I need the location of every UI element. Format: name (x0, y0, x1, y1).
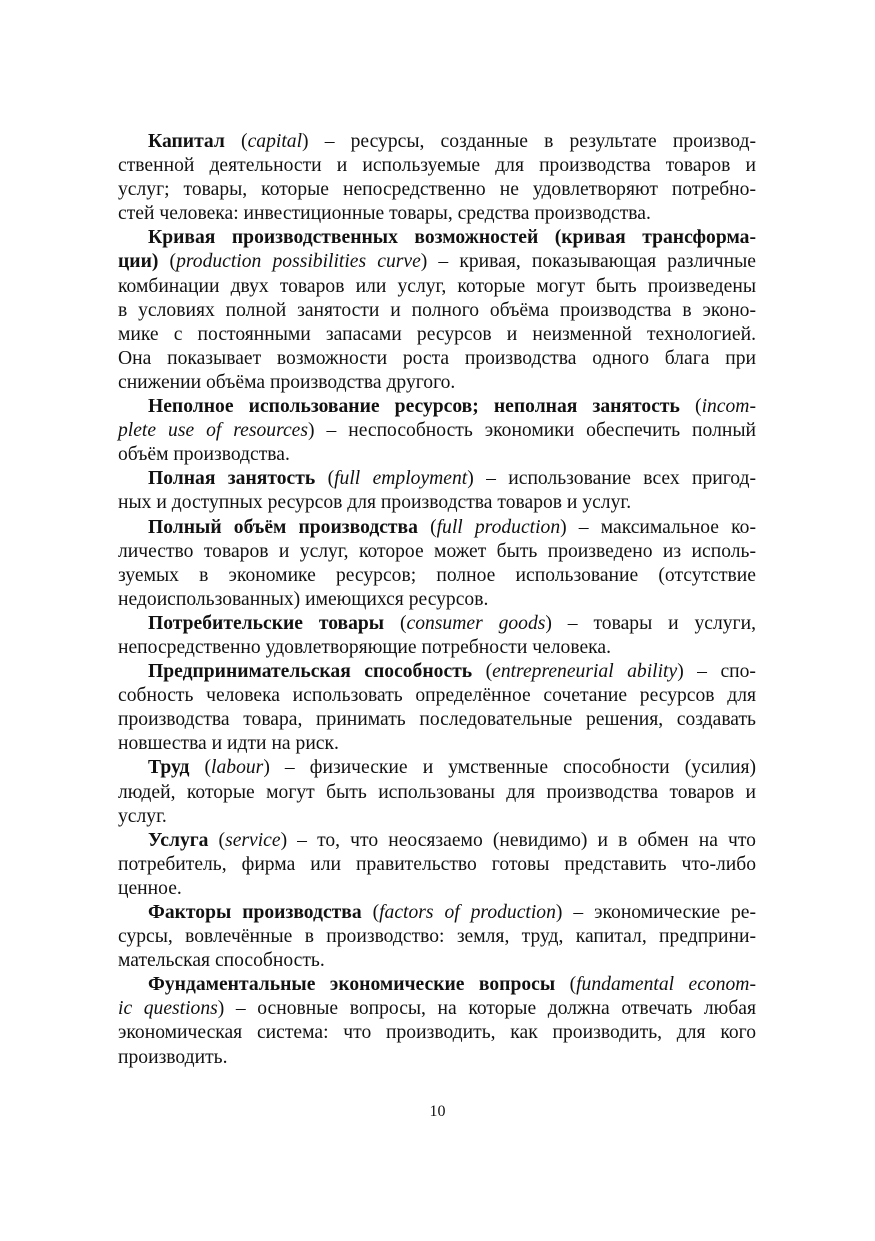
definition-text: ) – спо- (677, 661, 756, 683)
glossary-entry (118, 395, 756, 467)
definition-text: ( (384, 612, 407, 634)
text-line (118, 250, 756, 274)
definition-text: ственной деятельности и используемые для производства товаров и (118, 155, 756, 177)
english-term-italic: production possibilities curve (176, 251, 421, 273)
term-bold: Факторы производства (148, 902, 362, 923)
definition-text: новшества и идти на риск. (118, 733, 339, 755)
term-bold: Капитал (148, 131, 225, 152)
text-line (118, 516, 756, 540)
glossary-entry (118, 901, 756, 973)
definition-text: услуг. (118, 805, 167, 827)
page-number: 10 (429, 1103, 446, 1120)
definition-text: непосредственно удовлетворяющие потребности человека. (118, 636, 611, 658)
text-line (118, 154, 756, 178)
text-line (118, 853, 756, 877)
english-term-italic: factors of production (379, 902, 556, 923)
definition-text: ) – ресурсы, созданные в результате производ- (302, 131, 756, 152)
definition-text: ) – основные вопросы, на которые должна отвечать любая (217, 998, 756, 1020)
definition-text: объём производства. (118, 444, 290, 466)
glossary-entry (118, 130, 756, 226)
definition-text: ( (361, 902, 380, 923)
english-term-italic: incom- (701, 396, 756, 418)
glossary-entry (118, 829, 756, 901)
text-line (118, 949, 756, 973)
definition-text: в условиях полной занятости и полного объёма производства в эконо- (118, 299, 756, 321)
english-term-italic: full employment (334, 468, 468, 490)
definition-text: ( (679, 396, 702, 418)
term-bold: Полный объём производства (148, 516, 418, 538)
definition-text: ( (315, 468, 335, 490)
text-line (118, 997, 756, 1021)
text-line (118, 467, 756, 491)
text-line (118, 275, 756, 299)
definition-text: ) – товары и услуги, (545, 612, 756, 634)
glossary-entry (118, 660, 756, 756)
text-line (118, 130, 756, 154)
definition-text: ( (555, 974, 577, 996)
glossary-entry (118, 226, 756, 395)
definition-text: Она показывает возможности роста производства одного блага при (118, 347, 756, 369)
text-line (118, 178, 756, 202)
english-term-italic: full production (436, 516, 561, 538)
definition-text: услуг; товары, которые непосредственно не удовлетворяют потребно- (118, 179, 756, 201)
english-term-italic: plete use of resources (118, 420, 308, 442)
definition-text: зуемых в экономике ресурсов; полное использование (отсутствие (118, 564, 756, 586)
definition-text: ) – кривая, показывающая различные (420, 251, 756, 273)
definition-text: потребитель, фирма или правительство готовы представить что-либо (118, 853, 756, 875)
term-bold: Предпринимательская способность (148, 661, 473, 683)
definition-text: ) – физические и умственные способности (усилия) (263, 757, 756, 779)
text-line (118, 781, 756, 805)
definition-text: ) – использование всех пригод- (467, 468, 757, 490)
term-bold: Услуга (148, 829, 209, 851)
text-line (118, 1021, 756, 1045)
text-line (118, 636, 756, 660)
text-line (118, 395, 756, 419)
definition-text: ( (472, 661, 493, 683)
text-line (118, 660, 756, 684)
term-bold: Кривая производственных возможностей (кривая трансформа- (148, 227, 756, 249)
definition-text: сурсы, вовлечённые в производство: земля, труд, капитал, предприни- (118, 926, 756, 948)
definition-text: производства товара, принимать последовательные решения, создавать (118, 709, 756, 731)
glossary-entry (118, 612, 756, 660)
definition-text: ( (158, 251, 177, 273)
definition-text: комбинации двух товаров или услуг, которые могут быть произведены (118, 275, 756, 297)
text-line (118, 540, 756, 564)
text-line (118, 829, 756, 853)
text-line (118, 588, 756, 612)
text-line (118, 756, 756, 780)
english-term-italic: entrepreneurial ability (492, 661, 678, 683)
glossary-entry (118, 973, 756, 1069)
text-line (118, 973, 756, 997)
text-line (118, 226, 756, 250)
english-term-italic: service (225, 829, 281, 851)
text-line (118, 901, 756, 925)
term-bold: Полная занятость (148, 468, 316, 490)
definition-text: мике с постоянными запасами ресурсов и неизменной технологией. (118, 323, 756, 345)
text-line (118, 299, 756, 323)
english-term-italic: fundamental econom- (576, 974, 756, 996)
definition-text: собность человека использовать определённое сочетание ресурсов для (118, 685, 756, 707)
glossary-entry (118, 467, 756, 515)
definition-text: личество товаров и услуг, которое может быть произведено из исполь- (118, 540, 756, 562)
glossary-entry (118, 756, 756, 828)
text-line (118, 877, 756, 901)
definition-text: экономическая система: что производить, как производить, для кого (118, 1022, 756, 1044)
definition-text: ) – неспособность экономики обеспечить полный (308, 420, 756, 442)
definition-text: стей человека: инвестиционные товары, средства производства. (118, 203, 651, 225)
definition-text: ( (224, 131, 248, 152)
definition-text: снижении объёма производства другого. (118, 371, 456, 393)
english-term-italic: labour (211, 757, 264, 779)
english-term-italic: ic questions (118, 998, 218, 1020)
definition-text: людей, которые могут быть использованы для производства товаров и (118, 781, 756, 803)
definition-text: производить. (118, 1046, 228, 1068)
english-term-italic: capital (247, 131, 303, 152)
text-line (118, 202, 756, 226)
text-line (118, 491, 756, 515)
definition-text: ных и доступных ресурсов для производства товаров и услуг. (118, 492, 632, 514)
text-line (118, 323, 756, 347)
text-line (118, 684, 756, 708)
term-bold: Неполное использование ресурсов; неполная занятость (148, 396, 680, 418)
definition-text: ) – максимальное ко- (560, 516, 756, 538)
text-line (118, 708, 756, 732)
english-term-italic: consumer goods (406, 612, 546, 634)
term-bold: Труд (148, 757, 190, 779)
text-line (118, 612, 756, 636)
text-line (118, 564, 756, 588)
definition-text: ) – то, что неосязаемо (невидимо) и в обмен на что (280, 829, 756, 851)
text-line (118, 805, 756, 829)
definition-text: мательская способность. (118, 950, 325, 972)
term-bold: Фундаментальные экономические вопросы (148, 974, 556, 996)
text-line (118, 925, 756, 949)
glossary-entry (118, 516, 756, 612)
definition-text: ценное. (118, 877, 182, 899)
term-bold: Потребительские товары (148, 612, 385, 634)
term-bold: ции) (118, 251, 159, 273)
text-line (118, 371, 756, 395)
text-line (118, 732, 756, 756)
document-body (118, 130, 756, 1070)
text-line (118, 1046, 756, 1070)
definition-text: недоиспользованных) имеющихся ресурсов. (118, 588, 489, 610)
definition-text: ( (208, 829, 226, 851)
text-line (118, 347, 756, 371)
text-line (118, 443, 756, 467)
definition-text: ) – экономические ре- (555, 902, 756, 923)
definition-text: ( (417, 516, 437, 538)
definition-text: ( (189, 757, 212, 779)
text-line (118, 419, 756, 443)
